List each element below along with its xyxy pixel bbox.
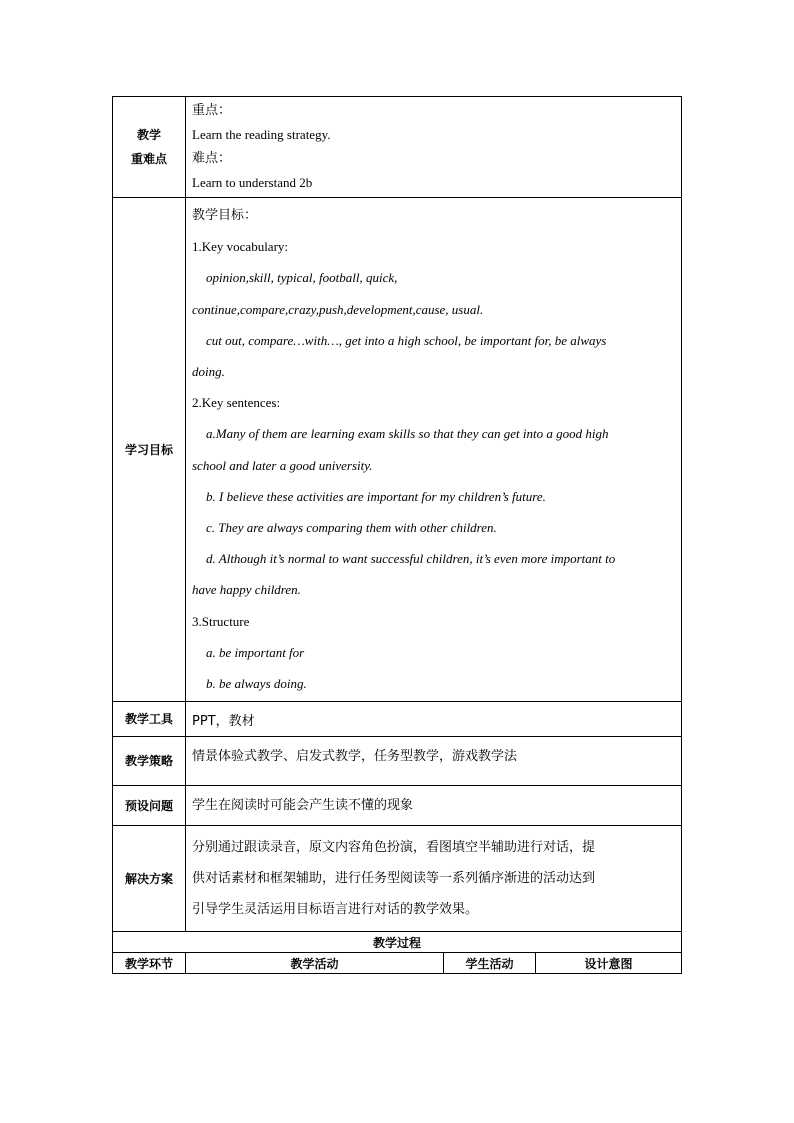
- col-teacher-header: 教学活动: [186, 953, 444, 974]
- tools-label: 教学工具: [113, 702, 186, 737]
- structure-a: a. be important for: [206, 644, 305, 660]
- strategy-row: [113, 737, 682, 786]
- col-student-header: 学生活动: [444, 953, 536, 974]
- solution-label: 解决方案: [113, 826, 186, 932]
- vocab-heading: 1.Key vocabulary:: [192, 239, 289, 255]
- sentence-a-line: school and later a good university.: [192, 457, 373, 473]
- sentence-a-line: a.Many of them are learning exam skills so that they can get into a good high: [206, 426, 609, 442]
- sentence-c: c. They are always comparing them with other children.: [206, 520, 497, 536]
- objectives-title: 教学目标：: [192, 208, 258, 223]
- focus-label-line2: 重难点: [130, 152, 167, 166]
- solution-line: 供对话素材和框架辅助，进行任务型阅读等一系列循序渐进的活动达到: [192, 871, 596, 887]
- problem-row: [113, 786, 682, 826]
- solution-line: 分别通过跟读录音，原文内容角色扮演，看图填空半辅助进行对话，提: [192, 840, 596, 856]
- strategy-value: 情景体验式教学、启发式教学，任务型教学，游戏教学法: [186, 737, 682, 786]
- col-design-header: 设计意图: [536, 953, 682, 974]
- process-header-row: [113, 953, 682, 974]
- vocab-line: doing.: [192, 364, 225, 380]
- tools-value: PPT，教材: [186, 702, 682, 737]
- lesson-plan-table: [112, 96, 682, 974]
- vocab-line: continue,compare,crazy,push,development,cause, usual.: [192, 301, 484, 317]
- vocab-line: opinion,skill, typical, football, quick,: [206, 270, 398, 286]
- focus-content: [186, 97, 682, 198]
- process-title: 教学过程: [113, 932, 682, 953]
- vocab-line: cut out, compare…with…, get into a high school, be important for, be always: [206, 332, 607, 348]
- focus-label-line1: 教学: [136, 128, 161, 142]
- difficult-point-text: Learn to understand 2b: [192, 175, 313, 190]
- col-stage-header: 教学环节: [113, 953, 186, 974]
- difficult-point-title: 难点：: [192, 151, 232, 166]
- objectives-content: [186, 198, 682, 702]
- sentence-b: b. I believe these activities are important for my children’s future.: [206, 488, 546, 504]
- key-point-title: 重点：: [192, 103, 232, 118]
- sentence-d-line: have happy children.: [192, 582, 301, 598]
- objectives-row: [113, 198, 682, 702]
- structure-b: b. be always doing.: [206, 676, 307, 692]
- solution-content: [186, 826, 682, 932]
- sentence-d-line: d. Although it’s normal to want successful children, it’s even more important to: [206, 551, 616, 567]
- key-point-text: Learn the reading strategy.: [192, 127, 331, 142]
- focus-label: [113, 97, 186, 198]
- solution-line: 引导学生灵活运用目标语言进行对话的教学效果。: [192, 902, 479, 918]
- problem-value: 学生在阅读时可能会产生读不懂的现象: [186, 786, 682, 826]
- solution-row: [113, 826, 682, 932]
- strategy-label: 教学策略: [113, 737, 186, 786]
- focus-row: [113, 97, 682, 198]
- problem-label: 预设问题: [113, 786, 186, 826]
- objectives-label: 学习目标: [113, 198, 186, 702]
- structure-heading: 3.Structure: [192, 613, 250, 629]
- process-title-row: [113, 932, 682, 953]
- sentences-heading: 2.Key sentences:: [192, 395, 281, 411]
- tools-row: [113, 702, 682, 737]
